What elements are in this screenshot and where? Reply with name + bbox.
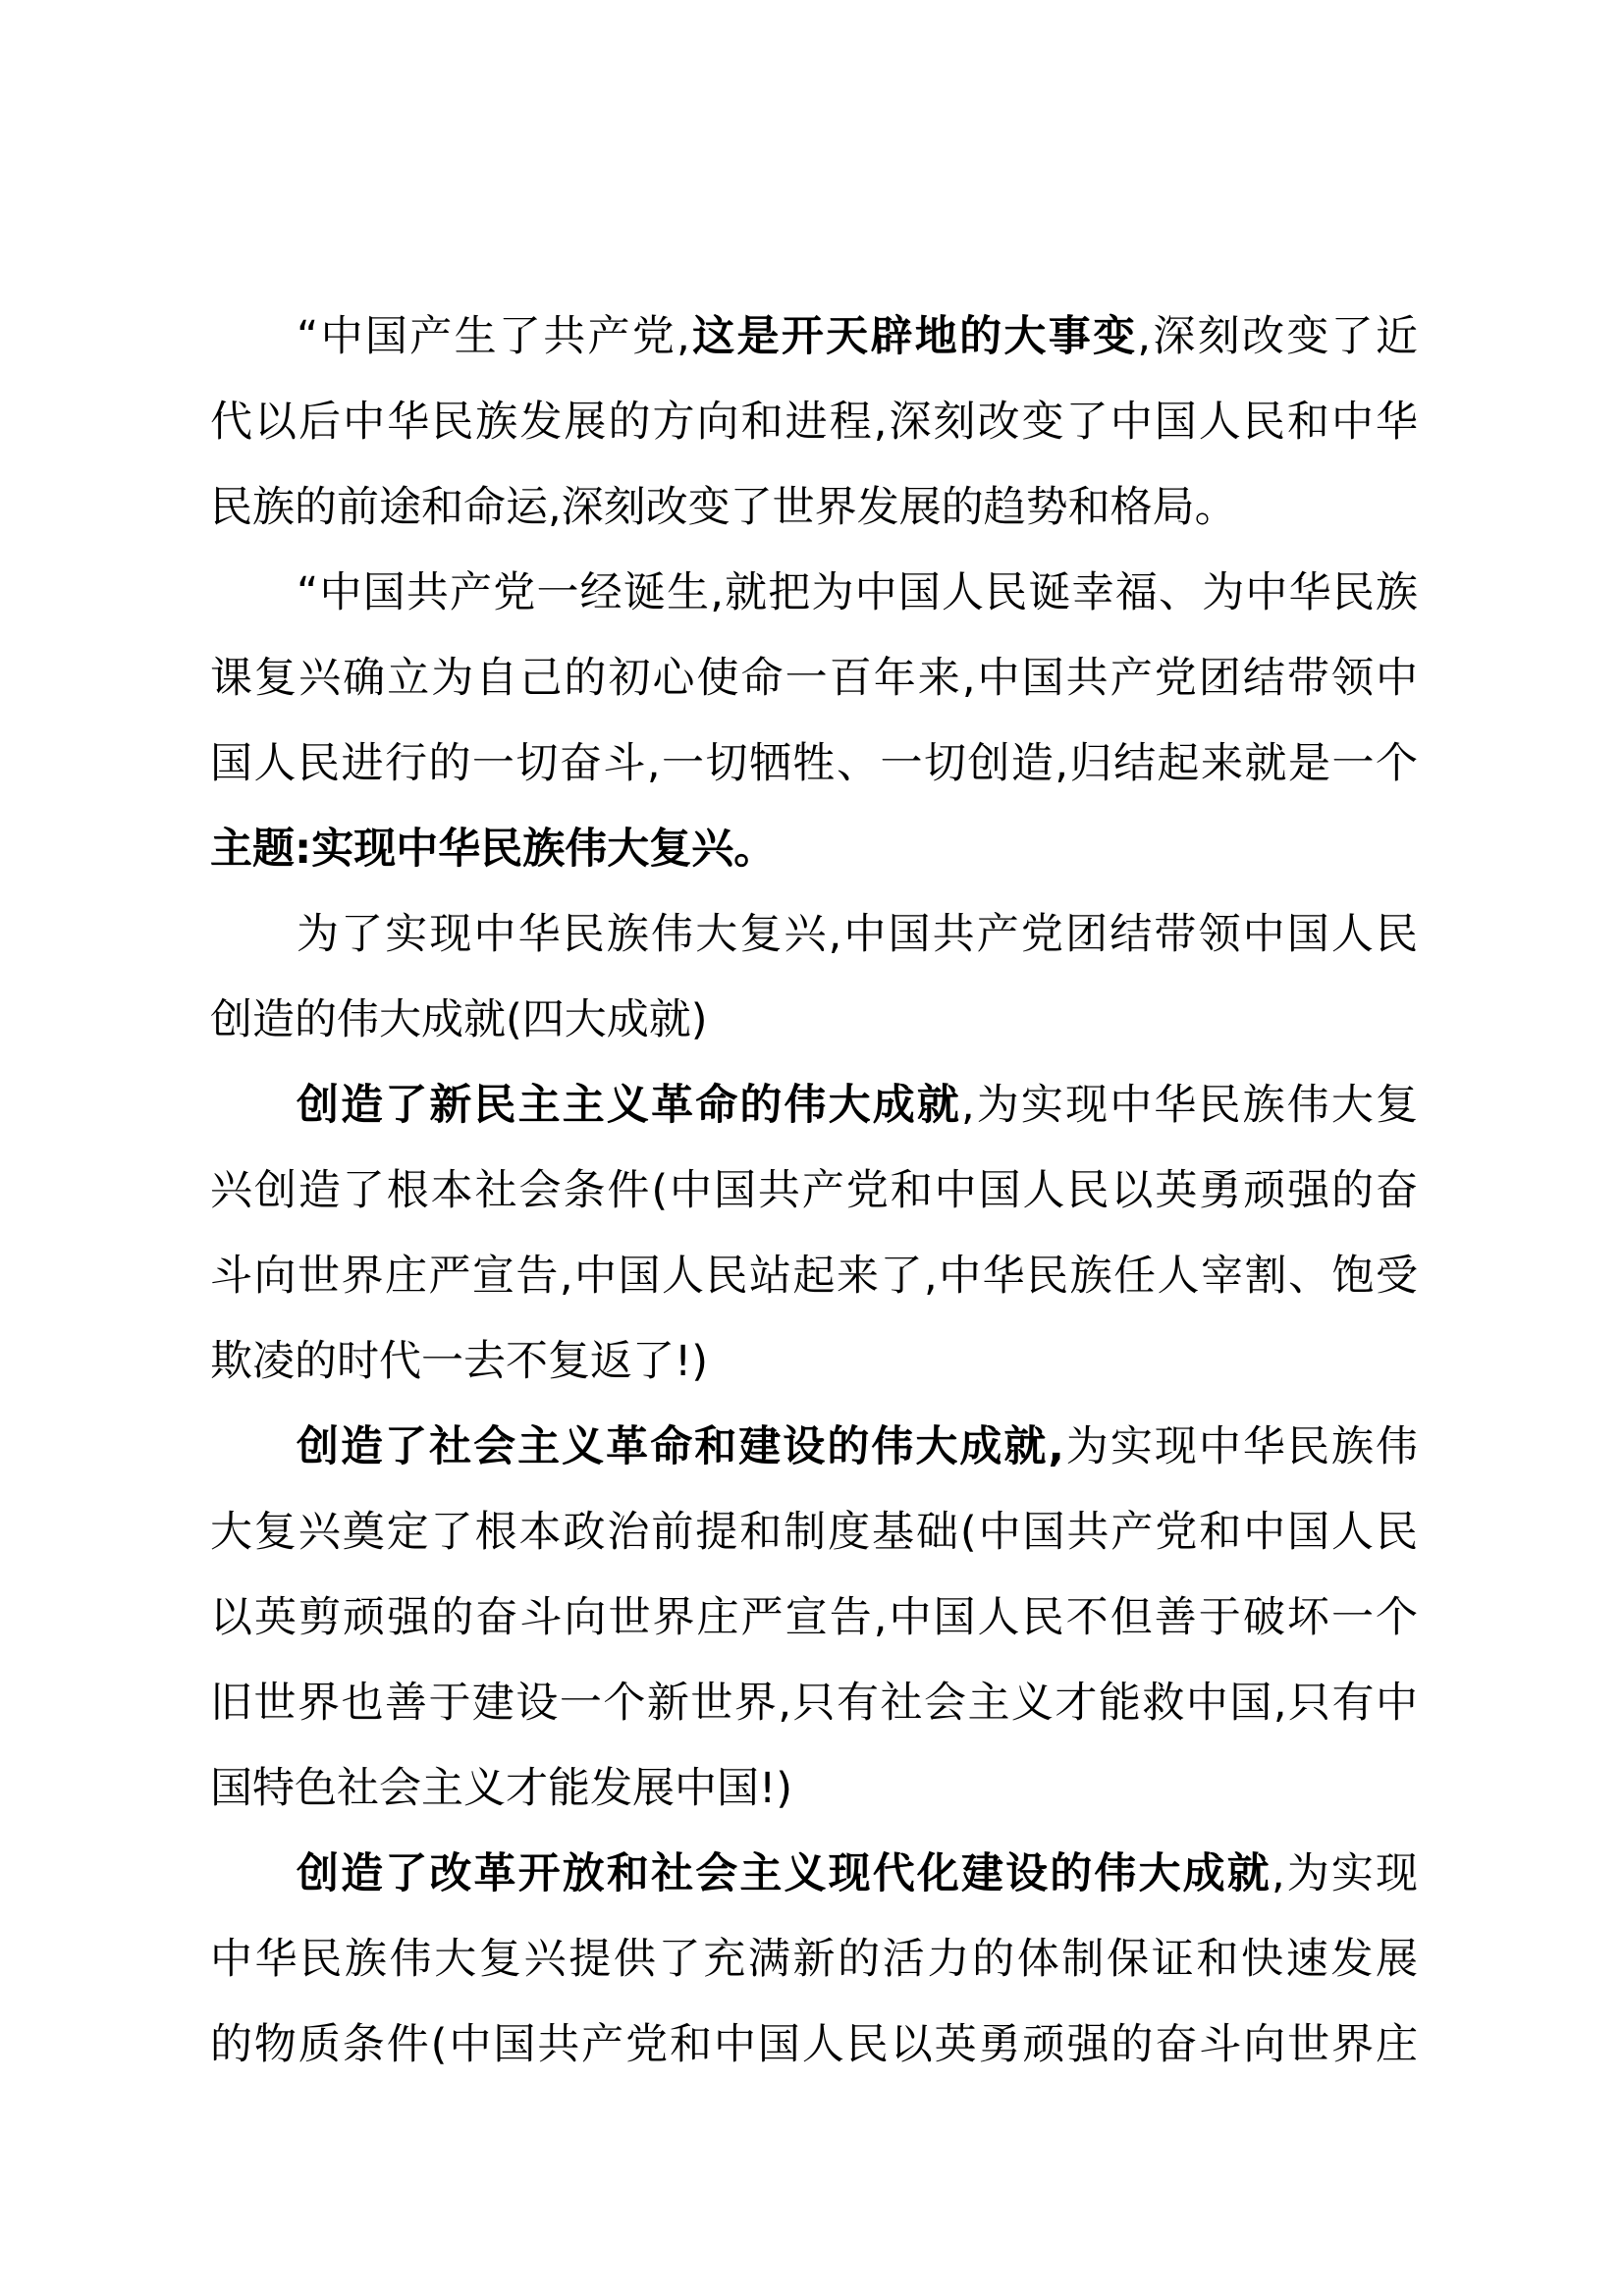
bold-theme-line: 主题:实现中华民族伟大复兴。 — [210, 825, 777, 874]
text-line: 中华民族伟大复兴提供了充满新的活力的体制保证和快速发展 — [210, 1935, 1418, 1984]
text-line: 欺凌的时代一去不复返了!) — [210, 1337, 709, 1386]
text-line: 的物质条件(中国共产党和中国人民以英勇顽强的奋斗向世界庄 — [210, 2020, 1418, 2069]
text-line: 创造的伟大成就(四大成就) — [210, 995, 708, 1044]
paragraph-achievement-3 — [210, 1832, 1418, 2088]
text-line: 创造了新民主主义革命的伟大成就,为实现中华民族伟大复 — [297, 1081, 1418, 1130]
text-line: “中国产生了共产党,这是开天辟地的大事变,深刻改变了近 — [297, 312, 1419, 361]
bold-emphasis: 这是开天辟地的大事变 — [689, 312, 1138, 361]
text-line: 兴创造了根本社会条件(中国共产党和中国人民以英勇顽强的奋 — [210, 1166, 1418, 1215]
paragraph-1 — [210, 294, 1418, 551]
text-line: 以英剪顽强的奋斗向世界庄严宣告,中国人民不但善于破坏一个 — [210, 1593, 1418, 1642]
text-line: 创造了改革开放和社会主义现代化建设的伟大成就,为实现 — [297, 1849, 1419, 1898]
text-line: 代以后中华民族发展的方向和进程,深刻改变了中国人民和中华 — [210, 398, 1418, 447]
paragraph-achievement-1 — [210, 1063, 1418, 1405]
text-line: 大复兴奠定了根本政治前提和制度基础(中国共产党和中国人民 — [210, 1508, 1418, 1557]
text-line: 国特色社会主义才能发展中国!) — [210, 1764, 793, 1813]
paragraph-2 — [210, 551, 1418, 892]
text-line: 创造了社会主义革命和建设的伟大成就,为实现中华民族伟 — [297, 1422, 1418, 1471]
text-line: 民族的前途和命运,深刻改变了世界发展的趋势和格局。 — [210, 483, 1237, 532]
text-line: “中国共产党一经诞生,就把为中国人民诞幸福、为中华民族 — [297, 568, 1418, 617]
text-line: 课复兴确立为自己的初心使命一百年来,中国共产党团结带领中 — [210, 654, 1418, 703]
bold-heading: 创造了新民主主义革命的伟大成就 — [297, 1081, 961, 1130]
text-line: 斗向世界庄严宣告,中国人民站起来了,中华民族任人宰割、饱受 — [210, 1252, 1418, 1301]
text-line: 国人民进行的一切奋斗,一切牺牲、一切创造,归结起来就是一个 — [210, 739, 1418, 788]
paragraph-3 — [210, 892, 1418, 1063]
document-body — [210, 294, 1418, 2088]
paragraph-achievement-2 — [210, 1405, 1418, 1832]
bold-heading: 创造了改革开放和社会主义现代化建设的伟大成就 — [297, 1849, 1272, 1898]
text-line: 旧世界也善于建设一个新世界,只有社会主义才能救中国,只有中 — [210, 1679, 1418, 1728]
text-line: 为了实现中华民族伟大复兴,中国共产党团结带领中国人民 — [297, 910, 1418, 959]
bold-heading: 创造了社会主义革命和建设的伟大成就, — [297, 1422, 1064, 1471]
